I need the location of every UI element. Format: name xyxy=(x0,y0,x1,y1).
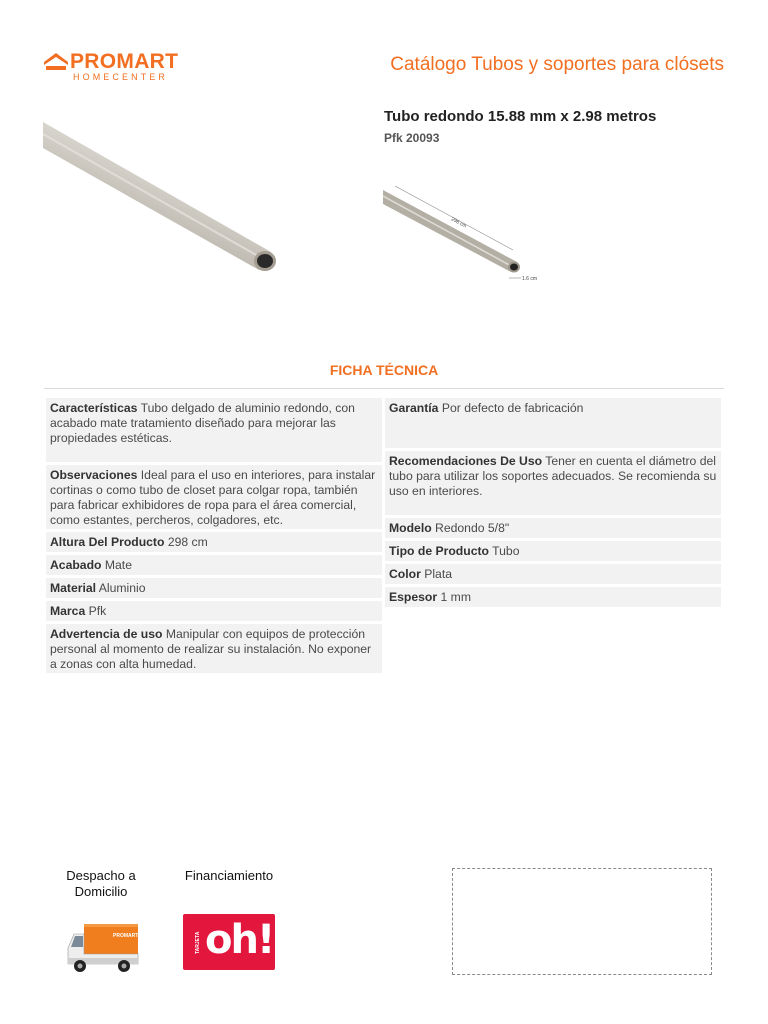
card-small-label: TARJETA xyxy=(195,931,201,954)
spec-label: Características xyxy=(50,401,138,415)
spec-label: Color xyxy=(389,567,421,581)
card-oh-text: oh! xyxy=(205,917,274,963)
spec-value: Ideal para el uso en interiores, para instalar cortinas o como tubo de closet para colgar ropa, también para fabricar exhibidores de ropa para el área comercial, como estantes, percheros, colgadores, etc. xyxy=(50,468,376,527)
spec-value: Aluminio xyxy=(98,581,146,595)
spec-label: Modelo xyxy=(389,521,432,535)
truck-brand-text: PROMART xyxy=(113,933,139,939)
spec-label: Recomendaciones De Uso xyxy=(389,454,543,468)
spec-value: Tener en cuenta el diámetro del tubo para utilizar los soportes adecuados. Se recomienda su uso en interiores. xyxy=(389,454,717,498)
spec-observaciones xyxy=(46,465,382,529)
spec-value: Mate xyxy=(104,558,132,572)
logo-wordmark: PROMART xyxy=(70,50,179,73)
spec-value: Tubo xyxy=(492,544,520,558)
spec-tipo xyxy=(385,541,721,561)
spec-espesor xyxy=(385,587,721,607)
house-logo-icon xyxy=(43,52,69,74)
placeholder-box xyxy=(452,868,712,975)
ficha-divider xyxy=(44,388,724,389)
spec-column-right xyxy=(385,398,721,610)
tube-dimension-diagram xyxy=(383,182,543,287)
spec-label: Material xyxy=(50,581,97,595)
logo-subtitle: HOMECENTER xyxy=(73,72,169,82)
spec-modelo xyxy=(385,518,721,538)
spec-value: Redondo 5/8" xyxy=(435,521,510,535)
spec-advertencia xyxy=(46,624,382,673)
spec-value: Manipular con equipos de protección personal al momento de realizar su instalación. No exponer a zonas con alta humedad. xyxy=(50,627,372,671)
dim-diameter-label: 1.6 cm xyxy=(522,276,538,282)
spec-garantia xyxy=(385,398,721,448)
spec-caracteristicas xyxy=(46,398,382,462)
financiamiento-label: Financiamiento xyxy=(184,868,274,883)
ficha-tecnica-title: FICHA TÉCNICA xyxy=(329,362,439,378)
dim-length-label: 298 cm xyxy=(450,216,468,230)
spec-acabado xyxy=(46,555,382,575)
spec-value: 298 cm xyxy=(167,535,208,549)
spec-value: Tubo delgado de aluminio redondo, con acabado mate tratamiento diseñado para mejorar las propiedades estéticas. xyxy=(50,401,355,445)
spec-label: Observaciones xyxy=(50,468,138,482)
spec-label: Advertencia de uso xyxy=(50,627,163,641)
spec-recomendaciones xyxy=(385,451,721,515)
spec-color xyxy=(385,564,721,584)
spec-label: Tipo de Producto xyxy=(389,544,489,558)
spec-column-left xyxy=(46,398,382,676)
product-sku: Pfk 20093 xyxy=(384,131,440,145)
spec-label: Espesor xyxy=(389,590,438,604)
spec-label: Acabado xyxy=(50,558,102,572)
spec-label: Garantía xyxy=(389,401,439,415)
spec-material xyxy=(46,578,382,598)
promart-logo xyxy=(43,50,198,84)
tube-main-image xyxy=(43,110,303,290)
spec-value: Pfk xyxy=(88,604,107,618)
tarjeta-oh-card xyxy=(183,914,275,970)
product-name: Tubo redondo 15.88 mm x 2.98 metros xyxy=(384,108,657,125)
spec-marca xyxy=(46,601,382,621)
despacho-label: Despacho a Domicilio xyxy=(66,868,136,899)
delivery-truck-icon xyxy=(66,920,140,976)
spec-label: Altura Del Producto xyxy=(50,535,165,549)
spec-value: Plata xyxy=(424,567,452,581)
catalog-title: Catálogo Tubos y soportes para clósets xyxy=(390,54,724,75)
spec-value: Por defecto de fabricación xyxy=(441,401,584,415)
spec-altura xyxy=(46,532,382,552)
spec-label: Marca xyxy=(50,604,86,618)
spec-value: 1 mm xyxy=(440,590,471,604)
